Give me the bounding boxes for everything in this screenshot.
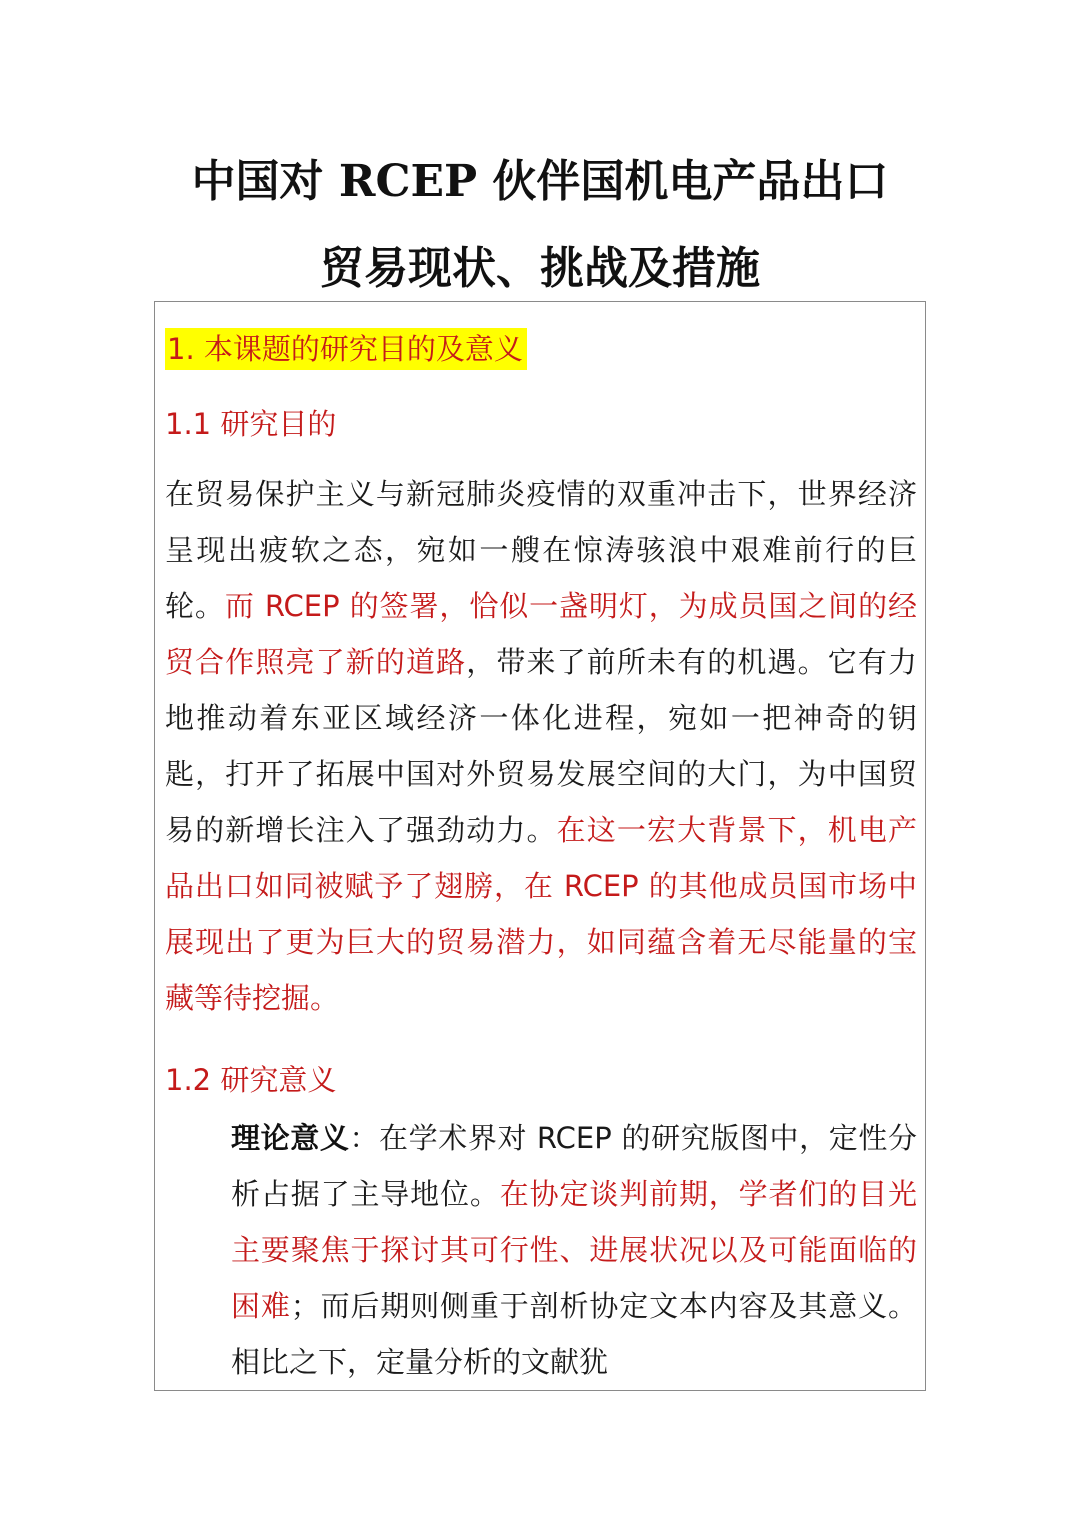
purpose-paragraph: [165, 466, 917, 1026]
significance-paragraph: [231, 1110, 917, 1390]
significance-text-a: ：在学术界对 RCEP 的研究版图中，定性分析占据了主导地位。: [231, 1121, 917, 1211]
document-title-line-1: 中国对 RCEP 伙伴国机电产品出口: [191, 156, 889, 207]
purpose-highlight-rcep: 而 RCEP 的签署，恰似一盏明灯，为成员国之间的经贸合作照亮了新的道路: [165, 589, 917, 679]
purpose-text-a: 在贸易保护主义与新冠肺炎疫情的双重冲击下，世界经济呈现出疲软之态，宛如一艘在惊涛骇浪中艰难前行的巨轮。: [165, 477, 917, 623]
theory-label: 理论意义: [231, 1121, 350, 1155]
purpose-highlight-export: 在这一宏大背景下，机电产品出口如同被赋予了翅膀，在 RCEP 的其他成员国市场中展现出了更为巨大的贸易潜力，如同蕴含着无尽能量的宝藏等待挖掘。: [165, 813, 917, 1015]
significance-highlight: 在协定谈判前期，学者们的目光主要聚焦于探讨其可行性、进展状况以及可能面临的困难: [231, 1177, 917, 1323]
section-heading-1: 1. 本课题的研究目的及意义: [165, 328, 527, 370]
significance-text-c: ；而后期则侧重于剖析协定文本内容及其意义。相比之下，定量分析的文献犹: [231, 1289, 917, 1379]
section-heading-1-1: 1.1 研究目的: [165, 407, 337, 441]
section-heading-1-2: 1.2 研究意义: [165, 1063, 337, 1097]
purpose-text-c: ，带来了前所未有的机遇。它有力地推动着东亚区域经济一体化进程，宛如一把神奇的钥匙，打开了拓展中国对外贸易发展空间的大门，为中国贸易的新增长注入了强劲动力。: [165, 645, 917, 847]
document-title-line-2: 贸易现状、挑战及措施: [320, 243, 760, 294]
content-frame: [154, 301, 926, 1391]
